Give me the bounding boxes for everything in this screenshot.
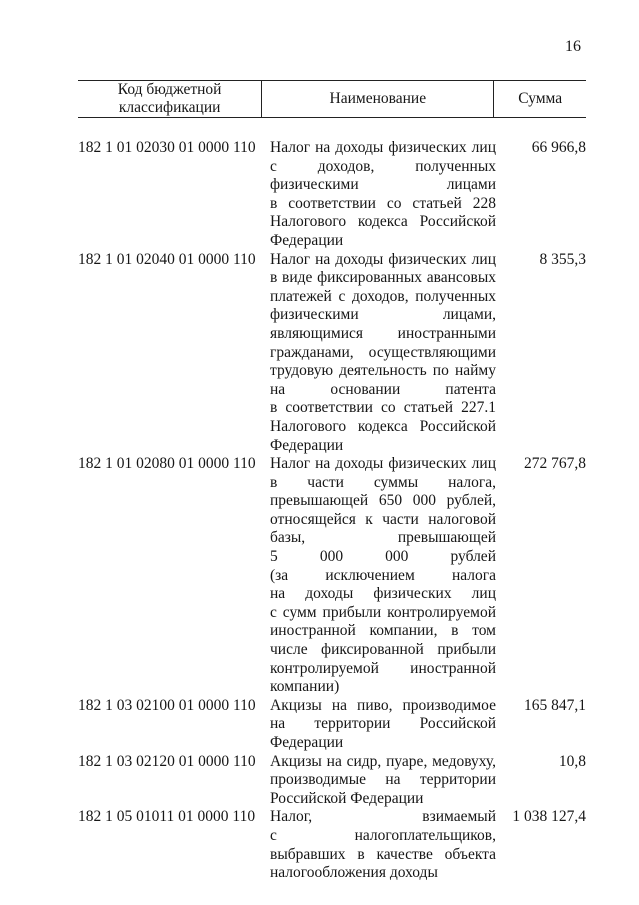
- row-name-line: контролируемой иностранной: [270, 659, 496, 677]
- row-sum: 165 847,1: [524, 696, 586, 714]
- row-sum: 1 038 127,4: [512, 808, 586, 826]
- row-name-line: превышающей 650 000 рублей,: [270, 492, 496, 510]
- row-name: [270, 753, 496, 809]
- table-row: [78, 139, 586, 251]
- row-name-line: в соответствии со статьей 228: [270, 194, 496, 212]
- row-name-line: иностранной компании, в том: [270, 622, 496, 640]
- row-name-line: относящейся к части налоговой: [270, 510, 496, 528]
- row-code: 182 1 03 02100 01 0000 110: [78, 696, 256, 714]
- row-name-line: на основании патента: [270, 380, 496, 398]
- row-name-line: Налог на доходы физических лиц: [270, 250, 496, 268]
- row-code: 182 1 01 02030 01 0000 110: [78, 139, 256, 156]
- row-name-line: на доходы физических лиц: [270, 585, 496, 603]
- row-name-line: базы, превышающей: [270, 529, 496, 547]
- row-sum: 10,8: [558, 752, 586, 770]
- row-name: [270, 697, 496, 753]
- row-name-line: Российской Федерации: [270, 789, 424, 807]
- row-name-line: Федерации: [270, 436, 344, 454]
- row-name-line: числе фиксированной прибыли: [270, 641, 496, 659]
- table-header: [78, 80, 586, 118]
- row-name-line: в части суммы налога,: [270, 473, 496, 491]
- row-name-line: Акцизы на сидр, пуаре, медовуху,: [270, 752, 496, 770]
- row-name-line: налогообложения доходы: [270, 864, 438, 882]
- row-name-line: Федерации: [270, 231, 344, 249]
- table-row: [78, 251, 586, 456]
- row-name-line: являющимися иностранными: [270, 324, 496, 342]
- row-name-line: компании): [270, 678, 340, 696]
- row-name-line: Налог на доходы физических лиц: [270, 139, 496, 156]
- header-name: Наименование: [261, 81, 494, 117]
- row-name-line: гражданами, осуществляющими: [270, 343, 496, 361]
- row-name-line: 5 000 000 рублей: [270, 548, 496, 566]
- row-name-line: Акцизы на пиво, производимое: [270, 696, 496, 714]
- page-number: 16: [565, 38, 581, 55]
- row-name-line: производимые на территории: [270, 771, 496, 789]
- row-code: 182 1 05 01011 01 0000 110: [78, 808, 256, 826]
- row-sum: 66 966,8: [531, 139, 586, 156]
- row-sum: 8 355,3: [539, 250, 586, 268]
- table-row: [78, 455, 586, 697]
- row-name-line: на территории Российской: [270, 715, 496, 733]
- table-row: [78, 697, 586, 753]
- row-name-line: трудовую деятельность по найму: [270, 362, 496, 380]
- row-code: 182 1 01 02080 01 0000 110: [78, 455, 256, 473]
- row-name-line: в виде фиксированных авансовых: [270, 269, 496, 287]
- row-name: [270, 808, 496, 882]
- row-name-line: Налог на доходы физических лиц: [270, 455, 496, 473]
- header-code: Код бюджетной классификации: [117, 81, 222, 116]
- row-name-line: физическими лицами: [270, 176, 496, 194]
- row-name-line: Налогового кодекса Российской: [270, 417, 496, 435]
- header-sum: Сумма: [518, 90, 563, 107]
- row-name-line: Налогового кодекса Российской: [270, 213, 496, 231]
- table-row: [78, 753, 586, 809]
- row-code: 182 1 01 02040 01 0000 110: [78, 250, 256, 268]
- row-code: 182 1 03 02120 01 0000 110: [78, 752, 256, 770]
- row-name-line: выбравших в качестве объекта: [270, 845, 496, 863]
- row-name-line: Налог, взимаемый: [270, 808, 496, 826]
- row-name-line: платежей с доходов, полученных: [270, 287, 496, 305]
- row-name-line: с налогоплательщиков,: [270, 826, 496, 844]
- row-name-line: с сумм прибыли контролируемой: [270, 603, 496, 621]
- row-name: [270, 455, 496, 697]
- row-sum: 272 767,8: [524, 455, 586, 473]
- row-name: [270, 251, 496, 456]
- row-name: [270, 139, 496, 251]
- row-name-line: Федерации: [270, 734, 344, 751]
- row-name-line: (за исключением налога: [270, 566, 496, 584]
- table-body: [78, 139, 586, 883]
- row-name-line: в соответствии со статьей 227.1: [270, 399, 496, 417]
- row-name-line: физическими лицами,: [270, 306, 496, 324]
- table-row: [78, 808, 586, 882]
- row-name-line: с доходов, полученных: [270, 157, 496, 175]
